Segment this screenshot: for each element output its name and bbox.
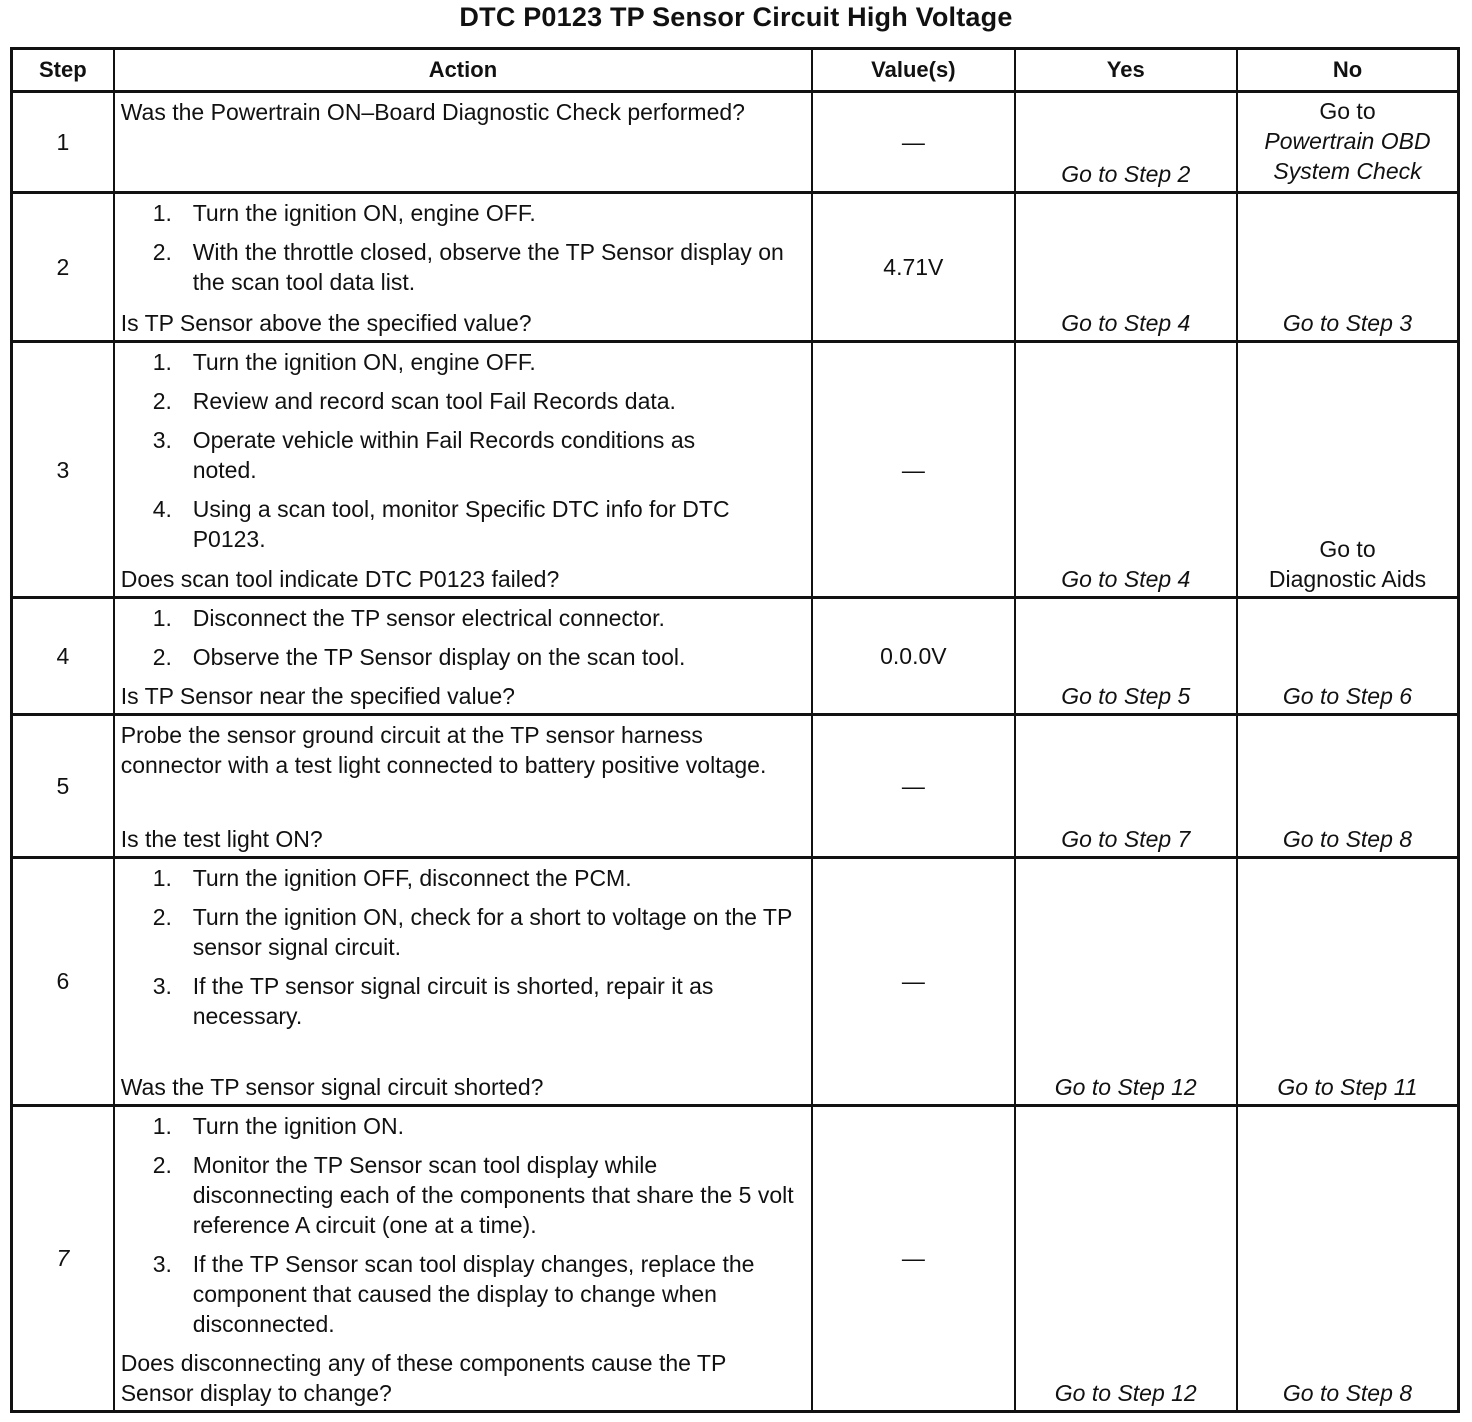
list-item: 1. Turn the ignition OFF, disconnect the PCM. — [152, 864, 632, 891]
yes-cell: Go to Step 4 — [1015, 342, 1237, 598]
no-cell: Go to Step 3 — [1237, 193, 1459, 342]
action-question: Is TP Sensor above the specified value? — [120, 310, 532, 337]
value-cell: — — [812, 715, 1014, 857]
no-cell: Go to Step 8 — [1237, 1105, 1459, 1411]
list-item: 2. Review and record scan tool Fail Records data. — [152, 388, 676, 415]
action-question: Does disconnecting any of these components cause the TP Sensor display to change? — [120, 1350, 726, 1406]
action-cell — [114, 598, 812, 715]
no-line: Diagnostic Aids — [1268, 566, 1427, 593]
table-row — [12, 193, 1459, 342]
yes-cell: Go to Step 4 — [1015, 193, 1237, 342]
yes-cell: Go to Step 12 — [1015, 857, 1237, 1105]
table-row — [12, 857, 1459, 1105]
header-step: Step — [12, 49, 114, 92]
action-text: Was the Powertrain ON–Board Diagnostic Check performed? — [120, 99, 745, 125]
step-number: 7 — [12, 1105, 114, 1411]
list-item: 1. Turn the ignition ON. — [152, 1112, 405, 1139]
action-text: Probe the sensor ground circuit at the TP sensor harness connector with a test light connected to battery positive voltage. — [120, 722, 767, 779]
step-number: 2 — [12, 193, 114, 342]
no-line: System Check — [1273, 158, 1422, 185]
table-row — [12, 1105, 1459, 1411]
no-line: Go to — [1319, 98, 1376, 125]
table-row — [12, 342, 1459, 598]
step-number: 4 — [12, 598, 114, 715]
action-question: Is the test light ON? — [120, 825, 323, 852]
value-cell: — — [812, 342, 1014, 598]
list-item: 3. Operate vehicle within Fail Records conditions as noted. — [152, 427, 696, 484]
no-cell — [1237, 342, 1459, 598]
action-steps — [121, 1111, 799, 1348]
list-item: 2. Monitor the TP Sensor scan tool display while disconnecting each of the components that share the 5 volt reference A circuit (one at a time). — [152, 1151, 794, 1238]
diagnostic-table — [10, 47, 1460, 1413]
page-title: DTC P0123 TP Sensor Circuit High Voltage — [459, 2, 1013, 32]
list-item: 1. Turn the ignition ON, engine OFF. — [152, 349, 536, 376]
yes-cell: Go to Step 12 — [1015, 1105, 1237, 1411]
list-item: 3. If the TP sensor signal circuit is shorted, repair it as necessary. — [152, 972, 714, 1029]
action-question: Is TP Sensor near the specified value? — [120, 683, 515, 710]
yes-cell: Go to Step 2 — [1015, 92, 1237, 193]
no-cell — [1237, 92, 1459, 193]
header-values: Value(s) — [812, 49, 1014, 92]
header-row — [12, 49, 1459, 92]
value-cell: 0.0.0V — [812, 598, 1014, 715]
list-item: 2. Observe the TP Sensor display on the scan tool. — [152, 644, 686, 671]
action-cell — [114, 342, 812, 598]
table-row — [12, 598, 1459, 715]
header-yes: Yes — [1015, 49, 1237, 92]
action-steps — [121, 347, 799, 563]
action-cell — [114, 715, 812, 857]
header-action: Action — [114, 49, 812, 92]
list-item: 3. If the TP Sensor scan tool display changes, replace the component that caused the display to change when disconnected. — [152, 1250, 755, 1337]
value-cell: — — [812, 1105, 1014, 1411]
action-question: Was the TP sensor signal circuit shorted? — [120, 1073, 544, 1100]
value-cell: — — [812, 92, 1014, 193]
no-cell: Go to Step 11 — [1237, 857, 1459, 1105]
step-number: 3 — [12, 342, 114, 598]
step-number: 6 — [12, 857, 114, 1105]
action-steps — [121, 863, 799, 1040]
yes-cell: Go to Step 7 — [1015, 715, 1237, 857]
action-cell — [114, 857, 812, 1105]
list-item: 1. Disconnect the TP sensor electrical connector. — [152, 605, 665, 632]
action-cell — [114, 193, 812, 342]
action-question: Does scan tool indicate DTC P0123 failed? — [120, 566, 560, 593]
header-no: No — [1237, 49, 1459, 92]
table-row — [12, 92, 1459, 193]
value-cell: — — [812, 857, 1014, 1105]
list-item: 2. Turn the ignition ON, check for a short to voltage on the TP sensor signal circuit. — [152, 903, 792, 960]
list-item: 4. Using a scan tool, monitor Specific DTC info for DTC P0123. — [152, 496, 730, 553]
no-line: Go to — [1319, 536, 1376, 563]
action-steps — [121, 603, 799, 681]
no-cell: Go to Step 8 — [1237, 715, 1459, 857]
table-row — [12, 715, 1459, 857]
step-number: 1 — [12, 92, 114, 193]
action-cell — [114, 92, 812, 193]
value-cell: 4.71V — [812, 193, 1014, 342]
action-cell — [114, 1105, 812, 1411]
no-line: Powertrain OBD — [1264, 128, 1431, 155]
action-steps — [121, 198, 799, 306]
yes-cell: Go to Step 5 — [1015, 598, 1237, 715]
step-number: 5 — [12, 715, 114, 857]
list-item: 1. Turn the ignition ON, engine OFF. — [152, 200, 536, 227]
list-item: 2. With the throttle closed, observe the TP Sensor display on the scan tool data list. — [152, 239, 784, 296]
no-cell: Go to Step 6 — [1237, 598, 1459, 715]
